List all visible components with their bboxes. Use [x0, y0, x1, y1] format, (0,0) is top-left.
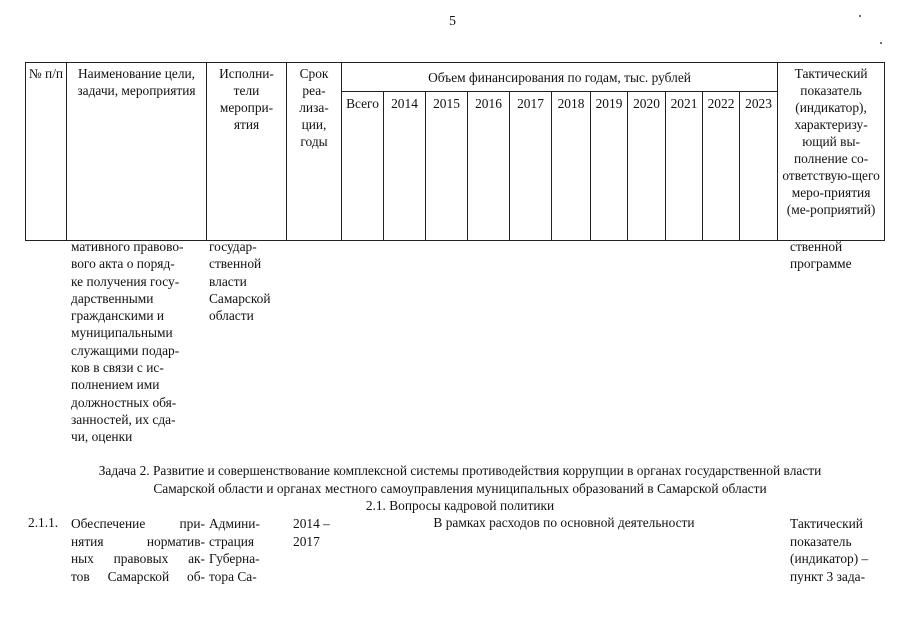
text-line: должностных обя-: [71, 394, 177, 410]
header-year: 2023: [740, 92, 778, 241]
text-line: вого акта о поряд-: [71, 256, 175, 272]
continued-name-cell: [71, 238, 206, 446]
header-number: № п/п: [26, 63, 67, 241]
page-number: 5: [449, 14, 456, 29]
text-line: Обеспечение при-: [71, 516, 205, 531]
header-year: 2019: [591, 92, 628, 241]
text-line: ков в связи с ис-: [71, 360, 164, 376]
text-line: чи, оценки: [71, 429, 133, 445]
text-line: 2014 –: [293, 516, 330, 531]
task-title-line: Самарской области и органах местного самоуправления муниципальных образований в Самарской области: [153, 481, 767, 496]
continued-executor-cell: [209, 238, 287, 324]
text-line: 2017: [293, 533, 320, 549]
text-line: ственной: [209, 256, 262, 272]
text-line: Тактический: [790, 516, 863, 531]
row-name-cell: [71, 515, 205, 585]
text-line: тора Са-: [209, 568, 257, 584]
header-year: 2021: [666, 92, 703, 241]
text-line: Губерна-: [209, 551, 260, 566]
text-line: власти: [209, 273, 247, 289]
text-line: пункт 3 зада-: [790, 568, 866, 584]
text-line: страция: [209, 533, 255, 549]
text-line: служащими подар-: [71, 342, 180, 358]
header-year: 2016: [468, 92, 510, 241]
header-year: 2017: [510, 92, 552, 241]
text-line: гражданскими и: [71, 308, 165, 324]
subsection-title: 2.1. Вопросы кадровой политики: [365, 498, 555, 513]
row-indicator-cell: [790, 515, 885, 585]
header-year: 2020: [628, 92, 666, 241]
text-line: показатель: [790, 533, 852, 549]
header-term: Срок реа-лиза-ции, годы: [287, 63, 342, 241]
header-year: 2014: [384, 92, 426, 241]
header-year: 2015: [426, 92, 468, 241]
text-line: области: [209, 308, 254, 324]
continued-indicator-cell: [790, 238, 885, 273]
header-year: 2022: [703, 92, 740, 241]
row-financing-cell: В рамках расходов по основной деятельности: [433, 515, 695, 530]
header-year: 2018: [552, 92, 591, 241]
text-line: дарственными: [71, 290, 154, 306]
header-financing: Объем финансирования по годам, тыс. рублей: [342, 63, 778, 92]
text-line: (индикатор) –: [790, 551, 869, 566]
header-name: Наименование цели, задачи, мероприятия: [67, 63, 207, 241]
text-line: ных правовых ак-: [71, 551, 205, 566]
text-line: государ-: [209, 239, 257, 254]
text-line: ственной: [790, 239, 843, 254]
text-line: занностей, их сда-: [71, 411, 176, 427]
table-header: [25, 62, 885, 241]
text-line: программе: [790, 256, 852, 272]
text-line: Админи-: [209, 516, 260, 531]
header-indicator: Тактический показатель (индикатор), характеризу-ющий вы-полнение со-ответствую-щего меро-приятия (ме-роприятий): [778, 63, 885, 241]
header-executors: Исполни-тели меропри-ятия: [207, 63, 287, 241]
text-line: Самарской: [209, 290, 271, 306]
text-line: нятия норматив-: [71, 533, 205, 549]
row-number: 2.1.1.: [28, 515, 59, 530]
header-total: Всего: [342, 92, 384, 241]
task-title-line: Задача 2. Развитие и совершенствование комплексной системы противодействия коррупции в органах государственной власти: [98, 463, 822, 478]
text-line: мативного правово-: [71, 239, 184, 254]
scan-speck: [880, 42, 882, 44]
scan-speck: [859, 15, 861, 17]
text-line: полнением ими: [71, 377, 160, 393]
row-term-cell: [293, 515, 341, 550]
text-line: ке получения госу-: [71, 273, 180, 289]
text-line: муниципальными: [71, 325, 173, 341]
text-line: тов Самарской об-: [71, 568, 205, 584]
row-executor-cell: [209, 515, 287, 585]
